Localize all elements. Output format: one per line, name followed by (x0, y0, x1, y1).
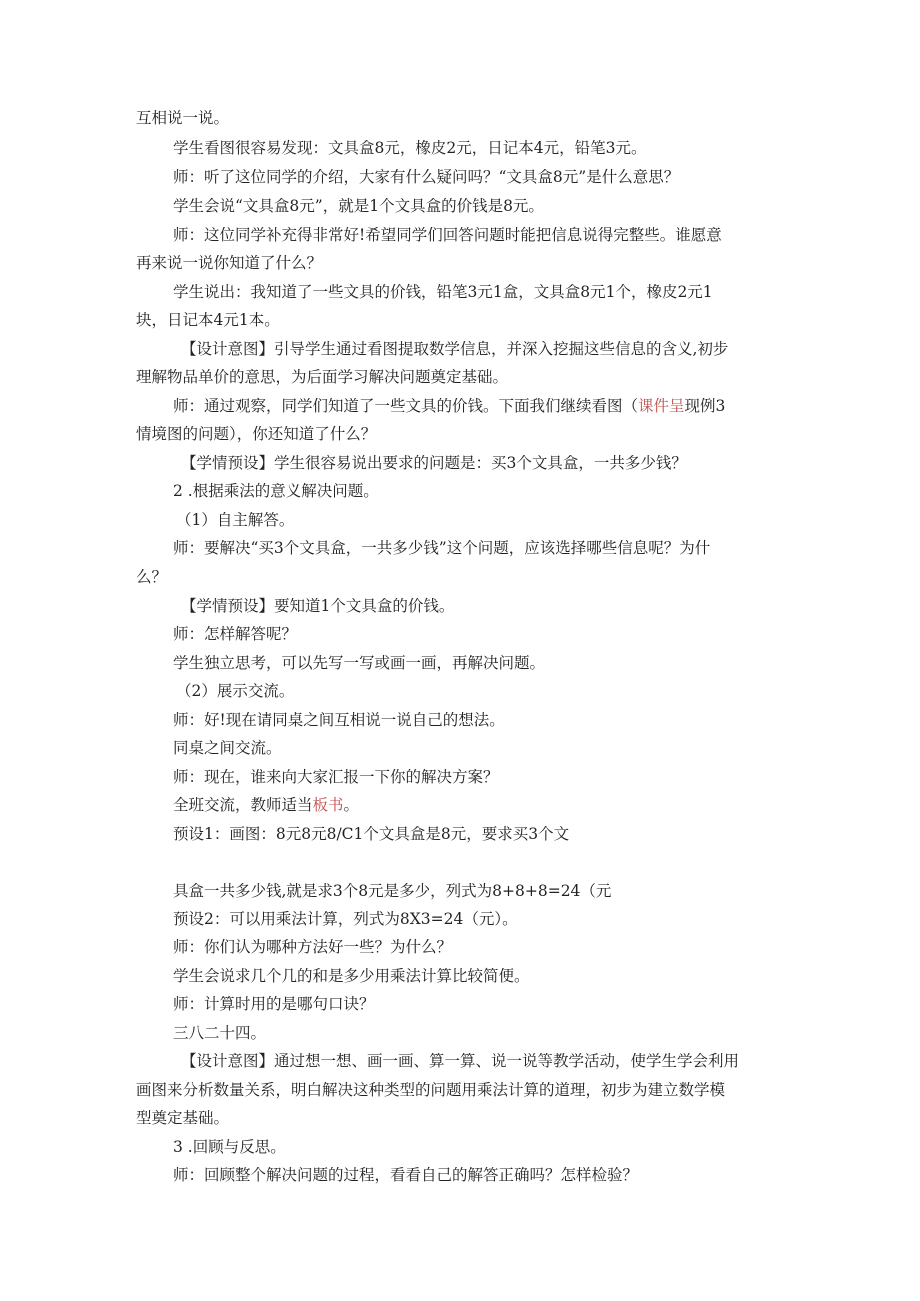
paragraph-line: 师：怎样解答呢？ (173, 625, 298, 643)
paragraph-line: 师：听了这位同学的介绍，大家有什么疑问吗？“文具盒8元”是什么意思？ (173, 168, 680, 186)
text-run: 现例3 (684, 397, 726, 415)
paragraph-line: 师：回顾整个解决问题的过程，看看自己的解答正确吗？怎样检验？ (173, 1166, 639, 1184)
prediction-line: 【学情预设】要知道1个文具盒的价钱。 (181, 597, 455, 615)
paragraph-line: 型奠定基础。 (136, 1109, 230, 1127)
subsection-heading: （2）展示交流。 (176, 682, 295, 700)
paragraph-line: 具盒一共多少钱,就是求3个8元是多少，列式为8+8+8=24（元 (173, 882, 612, 900)
design-intent-line: 【设计意图】通过想一想、画一画、算一算、说一说等教学活动，使学生学会利用 (181, 1052, 740, 1070)
paragraph-line: 情境图的问题），你还知道了什么？ (136, 425, 377, 443)
paragraph-line: 块，日记本4元1本。 (136, 311, 280, 329)
section-heading: 2 .根据乘法的意义解决问题。 (173, 482, 379, 500)
highlight-text: 板书 (312, 796, 344, 814)
paragraph-line: 师：这位同学补充得非常好!希望同学们回答问题时能把信息说得完整些。谁愿意 (173, 226, 722, 244)
prediction-line: 【学情预设】学生很容易说出要求的问题是：买3个文具盒，一共多少钱？ (181, 454, 687, 472)
subsection-heading: （1）自主解答。 (176, 511, 295, 529)
paragraph-line: 预设1：画图：8元8元8/C1个文具盒是8元，要求买3个文 (173, 825, 570, 843)
paragraph-line: 学生看图很容易发现：文具盒8元，橡皮2元，日记本4元，铅笔3元。 (173, 139, 647, 157)
paragraph-line: 学生说出：我知道了一些文具的价钱，铅笔3元1盒，文具盒8元1个，橡皮2元1 (173, 283, 713, 301)
paragraph-line: 学生会说求几个几的和是多少用乘法计算比较简便。 (173, 967, 530, 985)
paragraph-line (173, 795, 359, 815)
paragraph-line: 么？ (136, 568, 168, 586)
paragraph-line: 学生独立思考，可以先写一写或画一画，再解决问题。 (173, 654, 546, 672)
text-run: 。 (343, 796, 360, 814)
paragraph-line: 画图来分析数量关系，明白解决这种类型的问题用乘法计算的道理，初步为建立数学模 (136, 1081, 726, 1099)
paragraph-line: 师：要解决“买3个文具盒，一共多少钱”这个问题，应该选择哪些信息呢？为什 (173, 539, 711, 557)
section-heading: 3 .回顾与反思。 (173, 1138, 286, 1156)
paragraph-line: 师：你们认为哪种方法好一些？为什么？ (173, 938, 453, 956)
paragraph-line: 同桌之间交流。 (173, 739, 282, 757)
design-intent-line: 【设计意图】引导学生通过看图提取数学信息，并深入挖掘这些信息的含义,初步 (181, 340, 729, 358)
paragraph-line: 三八二十四。 (173, 1024, 267, 1042)
highlight-text: 课件呈 (638, 397, 685, 415)
paragraph-line: 预设2：可以用乘法计算，列式为8X3=24（元）。 (173, 910, 518, 928)
paragraph-line: 师：好!现在请同桌之间互相说一说自己的想法。 (173, 711, 505, 729)
paragraph-line: 再来说一说你知道了什么？ (136, 254, 323, 272)
paragraph-line: 师：现在，谁来向大家汇报一下你的解决方案？ (173, 768, 499, 786)
paragraph-line: 师：计算时用的是哪句口诀？ (173, 995, 375, 1013)
text-run: 师：通过观察，同学们知道了一些文具的价钱。下面我们继续看图（ (173, 397, 639, 415)
paragraph-line: 互相说一说。 (136, 109, 230, 127)
paragraph-line (173, 396, 725, 416)
text-run: 全班交流，教师适当 (173, 796, 313, 814)
paragraph-line: 学生会说“文具盒8元”，就是1个文具盒的价钱是8元。 (173, 197, 544, 215)
paragraph-line: 理解物品单价的意思，为后面学习解决问题奠定基础。 (136, 368, 509, 386)
